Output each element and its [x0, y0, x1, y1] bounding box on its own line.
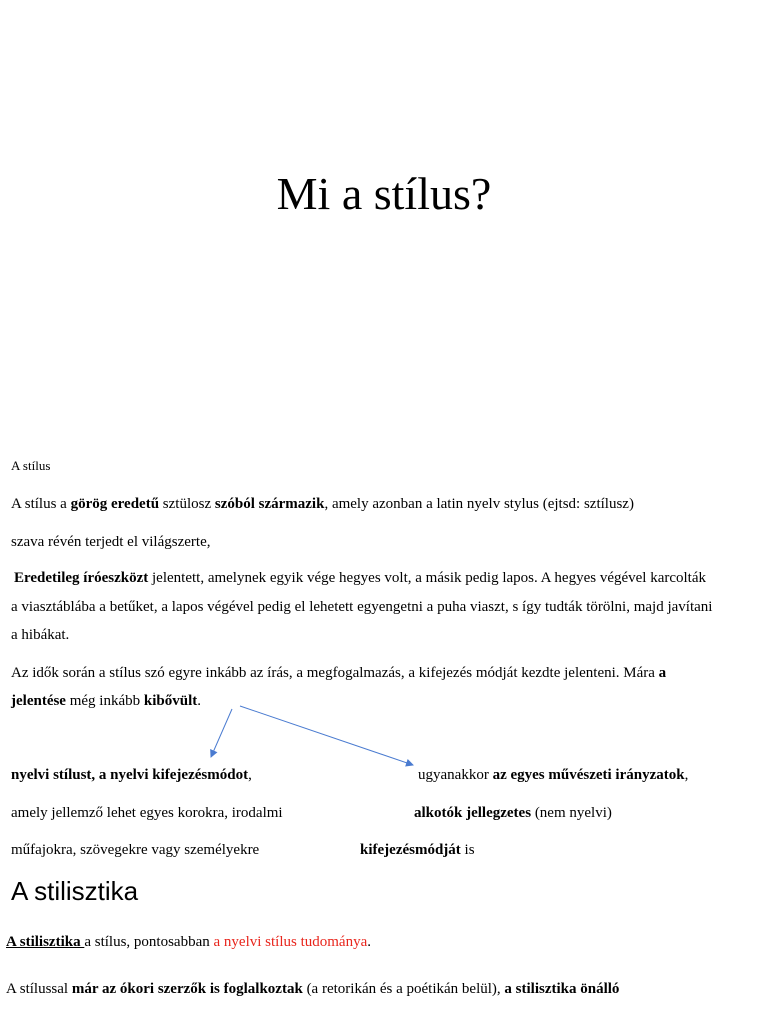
- text-run: , amely azonban a latin nyelv stylus (ejtsd: sztílusz): [324, 496, 634, 512]
- text-run: sztülosz: [159, 496, 215, 512]
- bold-run: jelentése: [11, 693, 66, 709]
- text-run: a stílus, pontosabban: [84, 934, 214, 950]
- text-run: A stílus a: [11, 496, 71, 512]
- section-label: A stílus: [11, 458, 51, 473]
- paragraph-2-line-3: a hibákat.: [11, 627, 70, 643]
- left-col-line-2: amely jellemző lehet egyes korokra, irodalmi: [11, 805, 283, 821]
- bold-run: a: [658, 665, 667, 681]
- bold-run: szóból származik: [214, 496, 325, 512]
- right-col-line-1: [418, 765, 688, 785]
- text-run: ,: [248, 767, 252, 783]
- bold-run: kifejezésmódját: [360, 842, 461, 858]
- left-col-line-1: [11, 765, 252, 785]
- text-run: jelentett, amelynek egyik vége hegyes volt, a másik pedig lapos. A hegyes végével karcolták: [148, 570, 707, 586]
- page-title: Mi a stílus?: [276, 168, 492, 219]
- left-col-line-3: műfajokra, szövegekre vagy személyekre: [11, 842, 260, 858]
- bold-run: a stilisztika önálló: [504, 981, 620, 997]
- paragraph-5: [6, 979, 619, 999]
- bold-run: görög eredetű: [70, 496, 160, 512]
- arrow-right: [240, 706, 413, 765]
- text-run: Az idők során a stílus szó egyre inkább az írás, a megfogalmazás, a kifejezés módját kezdte jelenteni. Mára: [11, 665, 659, 681]
- text-run: (a retorikán és a poétikán belül),: [302, 981, 505, 997]
- text-run: ,: [684, 767, 689, 783]
- right-col-line-3: [360, 840, 475, 860]
- bold-run: az egyes művészeti irányzatok: [492, 767, 685, 783]
- text-run: is: [460, 842, 475, 858]
- text-run: még inkább: [65, 693, 144, 709]
- bold-run: már az ókori szerzők is foglalkoztak: [71, 981, 303, 997]
- bold-run: alkotók jellegzetes: [414, 805, 532, 821]
- text-run: A stílussal: [6, 981, 72, 997]
- text-run: .: [197, 693, 201, 709]
- right-col-line-2: [414, 803, 612, 823]
- arrow-left: [211, 709, 232, 757]
- paragraph-4: [6, 932, 371, 952]
- paragraph-1-line-2: szava révén terjedt el világszerte,: [11, 534, 211, 550]
- text-run: .: [367, 934, 371, 950]
- paragraph-2-line-2: a viasztáblába a betűket, a lapos végével pedig el lehetett egyengetni a puha viaszt, s így tudták törölni, majd javítani: [11, 599, 713, 615]
- underlined-bold-run: A stilisztika: [6, 934, 85, 950]
- bold-run: Eredetileg íróeszközt: [14, 570, 149, 586]
- highlighted-run: a nyelvi stílus tudománya: [213, 934, 368, 950]
- bold-run: kibővült: [143, 693, 198, 709]
- text-run: ugyanakkor: [418, 767, 493, 783]
- section-heading: A stilisztika: [11, 876, 139, 906]
- bold-run: nyelvi stílust, a nyelvi kifejezésmódot: [11, 767, 249, 783]
- text-run: (nem nyelvi): [531, 805, 612, 821]
